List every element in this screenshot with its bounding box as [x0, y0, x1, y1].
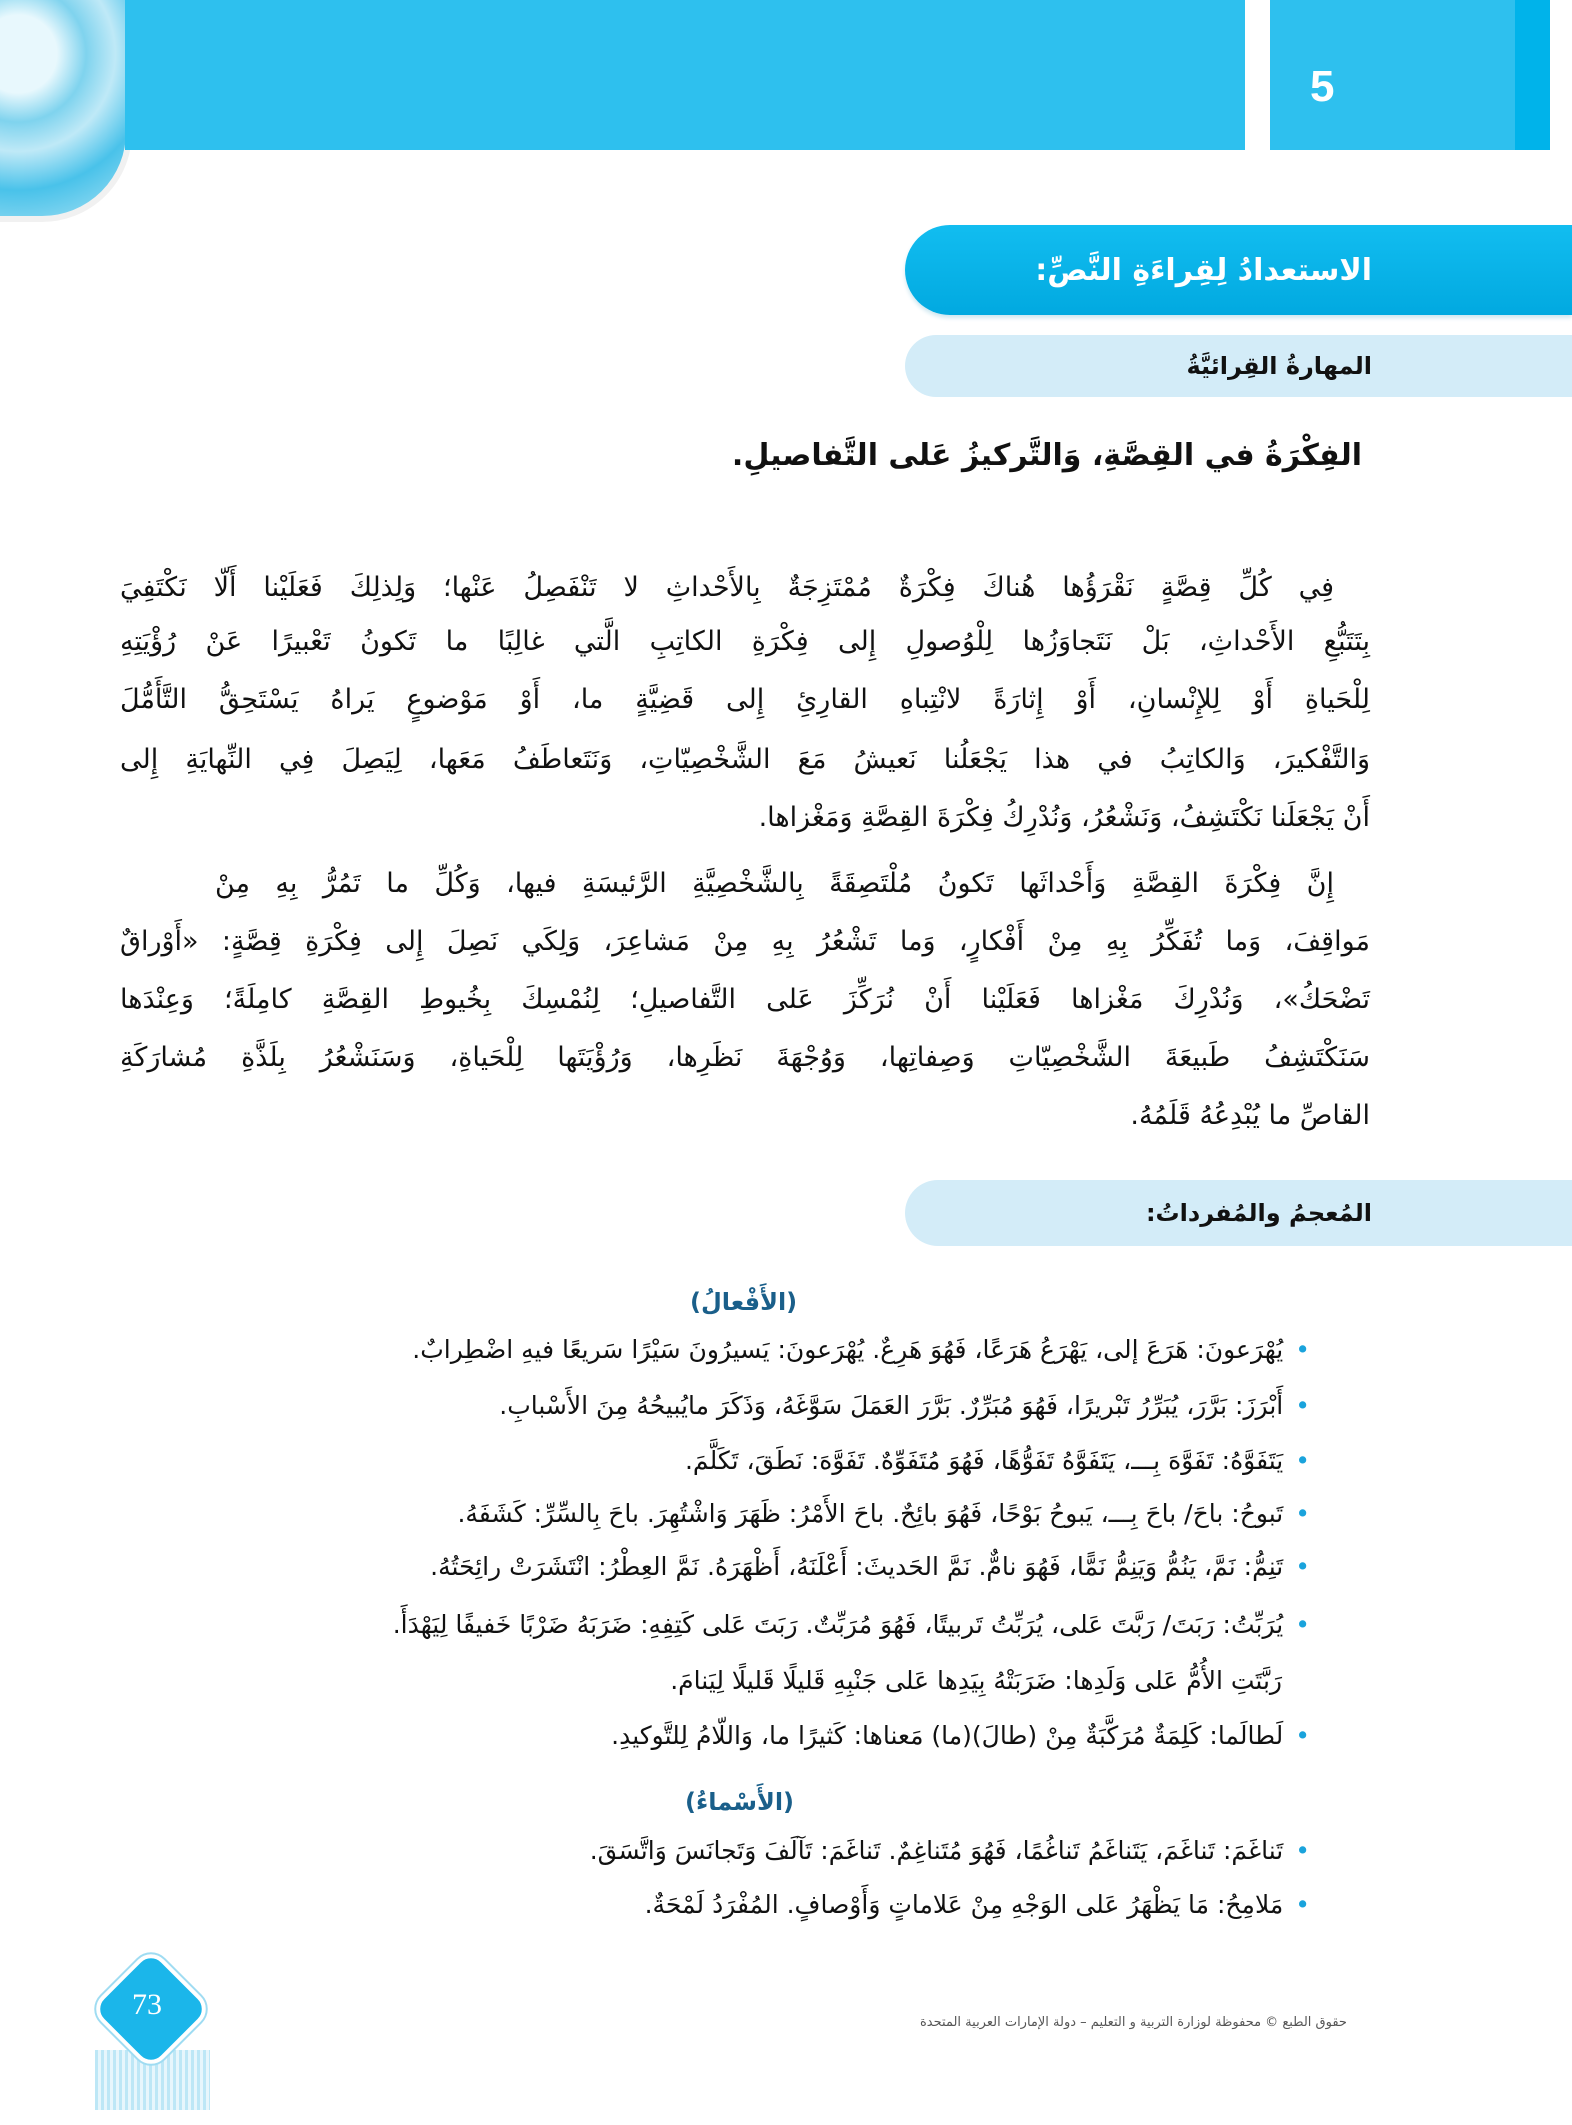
vocab-text: تَناغَمَ: تَناغَمَ، يَتَناغَمُ تَناغُمًا، فَهُوَ مُتَناغِمٌ. تَناغَمَ: تَآلَفَ وَتَجانَسَ وَاتَّسَقَ. — [589, 1836, 1284, 1865]
page-number-badge — [92, 1950, 202, 2060]
vocab-item — [499, 1391, 1310, 1420]
bullet-icon: • — [1295, 1836, 1310, 1865]
vocab-item — [590, 1836, 1310, 1865]
vocab-text: تَبوحُ: باحَ/ باحَ بِـــ، يَبوحُ بَوْحًا، فَهُوَ بائِحٌ. باحَ الأَمْرُ: ظَهَرَ وَاشْتُهِرَ. باحَ بِالسِّرِّ: كَشَفَهُ. — [457, 1499, 1284, 1528]
text-line: القاصِّ ما يُبْدِعُهُ قَلَمُهُ. — [1130, 1100, 1370, 1131]
vocab-label-text: المُعجمُ والمُفرداتُ: — [1145, 1199, 1372, 1227]
vocab-text: لَطالَما: كَلِمَةٌ مُرَكَّبَةٌ مِنْ (طالَ)(ما) مَعناها: كَثيرًا ما، وَاللّامُ لِلتَّوكيدِ. — [611, 1721, 1284, 1750]
skill-heading: الفِكْرَةُ في القِصَّةِ، وَالتَّركيزُ عَلى التَّفاصيلِ. — [731, 438, 1362, 473]
vocab-label — [905, 1180, 1572, 1246]
skill-label-text: المهارةُ القِرائيَّةُ — [1186, 352, 1372, 380]
bullet-icon: • — [1295, 1890, 1310, 1919]
text-line: لِلْحَياةِ أَوْ لِلإِنْسانِ، أَوْ إِثارَةً لانْتِباهِ القارِئِ إِلى قَضِيَّةٍ ما، أَوْ مَوْضوعٍ يَراهُ يَسْتَحِقُّ التَّأَمُّلَ — [120, 684, 1370, 715]
vocab-item — [430, 1552, 1310, 1581]
text-line: إِنَّ فِكْرَةَ القِصَّةِ وَأَحْداثَها تَكونُ مُلْتَصِقَةً بِالشَّخْصِيَّةِ الرَّئيسَةِ فيها، وَكُلِّ ما تَمُرُّ بِهِ مِنْ — [215, 868, 1334, 899]
vocab-text: تَنِمُّ: نَمَّ، يَنُمُّ وَيَنِمُّ نَمًّا، فَهُوَ نامٌّ. نَمَّ الحَديثَ: أَعْلَنَهُ، أَظْهَرَهُ. نَمَّ العِطْرُ: انْتَشَرَتْ رائِحَتُهُ. — [430, 1552, 1284, 1581]
bullet-icon: • — [1295, 1446, 1310, 1475]
bullet-icon: • — [1295, 1335, 1310, 1364]
copyright-footer: حقوق الطبع © محفوظة لوزارة التربية و التعليم – دولة الإمارات العربية المتحدة — [920, 2015, 1347, 2030]
unit-tab — [1270, 0, 1550, 150]
vocab-text: يُرَبِّتُ: رَبَتَ/ رَبَّتَ عَلى، يُرَبِّتُ تَربيتًا، فَهُوَ مُرَبِّتٌ. رَبَتَ عَلى كَتِفِهِ: ضَرَبَهُ ضَرْبًا خَفيفًا لِيَهْدَأَ. — [392, 1610, 1284, 1639]
vocab-item — [685, 1446, 1310, 1475]
text-line: مَواقِفَ، وَما تُفَكِّرُ بِهِ مِنْ أَفْكارٍ، وَما تَشْعُرُ بِهِ مِنْ مَشاعِرَ، وَلِكَي نَصِلَ إِلى فِكْرَةِ قِصَّةٍ: «أَوْراقٌ — [120, 926, 1370, 957]
unit-number: 5 — [1310, 62, 1335, 111]
text-line: بِتَتَبُّعِ الأَحْداثِ، بَلْ نَتَجاوَزُها لِلْوُصولِ إِلى فِكْرَةِ الكاتِبِ الَّتي غالِبًا ما تَكونُ تَعْبيرًا عَنْ رُؤْيَتِهِ — [120, 626, 1370, 657]
decorative-ornament — [0, 0, 132, 222]
page-number: 73 — [132, 1988, 162, 2021]
bullet-icon: • — [1295, 1721, 1310, 1750]
vocab-text: يَتَفَوَّهُ: تَفَوَّهَ بِـــ، يَتَفَوَّهُ تَفَوُّهًا، فَهُوَ مُتَفَوِّهٌ. تَفَوَّهَ: نَطَقَ، تَكَلَّمَ. — [684, 1446, 1284, 1475]
vocab-item — [457, 1499, 1310, 1528]
section-title — [905, 225, 1572, 315]
nouns-heading: (الأَسْماءُ) — [685, 1788, 795, 1816]
text-line: سَنَكْتَشِفُ طَبيعَةَ الشَّخْصِيّاتِ وَصِفاتِها، وَوُجْهَةَ نَظَرِها، وَرُؤْيَتَها لِلْحَياةِ، وَسَنَشْعُرُ بِلَذَّةِ مُشارَكَةِ — [120, 1042, 1370, 1073]
bullet-icon: • — [1295, 1391, 1310, 1420]
header-banner — [125, 0, 1245, 150]
bullet-icon: • — [1295, 1499, 1310, 1528]
vocab-item — [412, 1335, 1310, 1364]
verbs-heading: (الأَفْعالُ) — [690, 1288, 798, 1316]
bullet-icon: • — [1295, 1552, 1310, 1581]
skill-label — [905, 335, 1572, 397]
text-line: فِي كُلِّ قِصَّةٍ نَقْرَؤُها هُناكَ فِكْرَةٌ مُمْتَزِجَةٌ بِالأَحْداثِ لا تَنْفَصِلُ عَنْها؛ وَلِذلِكَ فَعَلَيْنا أَلّا نَكْتَفِيَ — [120, 572, 1334, 603]
vocab-text: أَبْرَزَ: بَرَّرَ، يُبَرِّرُ تَبْريرًا، فَهُوَ مُبَرِّرٌ. بَرَّرَ العَمَلَ سَوَّغَهُ، وَذَكَرَ مايُبيحُهُ مِنَ الأَسْبابِ. — [499, 1391, 1284, 1420]
vocab-text: يُهْرَعونَ: هَرَعَ إلى، يَهْرَعُ هَرَعًا، فَهُوَ هَرِعٌ. يُهْرَعونَ: يَسيرُونَ سَيْرًا سَريعًا فيهِ اضْطِرابٌ. — [412, 1335, 1284, 1364]
vocab-continuation: رَبَّتَتِ الأُمُّ عَلى وَلَدِها: ضَرَبَتْهُ بِيَدِها عَلى جَنْبِهِ قَليلًا قَليلًا لِيَنامَ. — [670, 1666, 1282, 1695]
section-title-text: الاستعدادُ لِقِراءَةِ النَّصِّ: — [1035, 252, 1372, 288]
bullet-icon: • — [1295, 1610, 1310, 1639]
text-line: أَنْ يَجْعَلَنا نَكْتَشِفُ، وَنَشْعُرُ، وَنُدْرِكُ فِكْرَةَ القِصَّةِ وَمَغْزاها. — [758, 802, 1370, 833]
vocab-item — [393, 1610, 1310, 1639]
unit-tab-stripe — [1515, 0, 1550, 150]
text-line: تَضْحَكُ»، وَنُدْرِكَ مَغْزاها فَعَلَيْنا أَنْ نُرَكِّزَ عَلى التَّفاصيلِ؛ لِنُمْسِكَ بِخُيوطِ القِصَّةِ كامِلَةً؛ وَعِنْدَها — [120, 984, 1370, 1015]
text-line: وَالتَّفْكيرَ، وَالكاتِبُ في هذا يَجْعَلُنا نَعيشُ مَعَ الشَّخْصِيّاتِ، وَنَتَعاطَفُ مَعَها، لِيَصِلَ فِي النِّهايَةِ إِلى — [120, 744, 1370, 775]
vocab-item — [645, 1890, 1310, 1919]
vocab-item — [611, 1721, 1310, 1750]
vocab-text: مَلامِحُ: مَا يَظْهَرُ عَلى الوَجْهِ مِنْ عَلاماتٍ وَأَوْصافٍ. المُفْرَدُ لَمْحَةٌ. — [644, 1890, 1284, 1919]
